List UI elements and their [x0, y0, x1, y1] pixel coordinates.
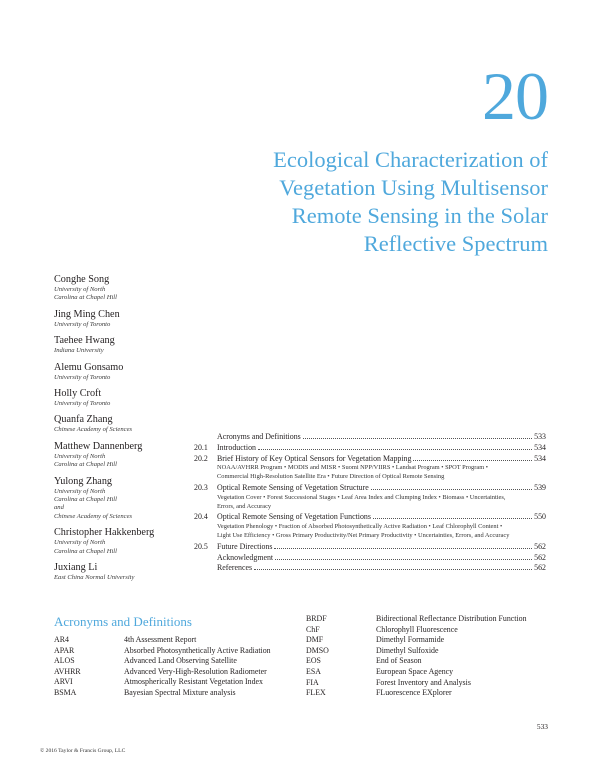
- toc-number: 20.5: [194, 541, 208, 551]
- toc-entry[interactable]: [194, 454, 546, 465]
- page-number: 533: [536, 722, 548, 731]
- author-list: [54, 274, 194, 589]
- author-name: Christopher Hakkenberg: [54, 527, 155, 539]
- toc-entry[interactable]: [194, 542, 546, 553]
- acronym-list-right: [306, 614, 527, 699]
- toc-title: Optical Remote Sensing of Vegetation Functions: [217, 512, 371, 522]
- affiliation-line: University of Toronto: [54, 320, 111, 328]
- acronym: ALOS: [54, 656, 75, 666]
- acronym-row: [306, 656, 527, 667]
- toc-title: References: [217, 563, 253, 573]
- toc-title: Introduction: [217, 442, 257, 452]
- author-affiliation: [54, 321, 194, 329]
- toc-page: 534: [534, 442, 546, 452]
- author: [54, 388, 194, 408]
- acronym-row: [306, 667, 527, 678]
- author-name: Alemu Gonsamo: [54, 361, 124, 373]
- author: [54, 441, 194, 470]
- author-affiliation: [54, 574, 194, 582]
- affiliation-line: University of North: [54, 487, 106, 495]
- author-affiliation: [54, 286, 194, 303]
- author: [54, 476, 194, 522]
- acronym-row: [306, 635, 527, 646]
- affiliation-line: Carolina at Chapel Hill: [54, 496, 117, 504]
- acronym-definition: European Space Agency: [376, 666, 454, 676]
- author-name: Conghe Song: [54, 274, 110, 285]
- affiliation-line: University of North: [54, 452, 106, 460]
- chapter-title-line: Remote Sensing in the Solar: [291, 203, 548, 228]
- author: [54, 309, 194, 329]
- author-affiliation: [54, 347, 194, 355]
- chapter-title-line: Ecological Characterization of: [273, 147, 548, 172]
- acronym-definition: FLuorescence EXplorer: [376, 688, 452, 698]
- author-affiliation: [54, 426, 194, 434]
- author-name: Quanfa Zhang: [54, 414, 113, 426]
- toc-page: 534: [534, 453, 546, 463]
- affiliation-line: Indiana University: [54, 347, 104, 355]
- acronym-definition: 4th Assessment Report: [124, 635, 197, 644]
- affiliation-line: Chinese Academy of Sciences: [54, 512, 133, 520]
- toc-number: 20.1: [194, 442, 208, 452]
- author-name: Juxiang Li: [54, 562, 98, 574]
- acronym: FLEX: [306, 688, 326, 698]
- acronym: APAR: [54, 645, 75, 655]
- acronym: DMSO: [306, 645, 329, 655]
- toc-subsections: Vegetation Cover • Forest Successional Stages • Leaf Area Index and Clumping Index • Biomass • Uncertainties, Errors, and Accuracy: [217, 493, 506, 510]
- chapter-title: [188, 146, 548, 258]
- acronym: ChF: [306, 624, 320, 634]
- toc-number: 20.2: [194, 453, 208, 463]
- author: [54, 362, 194, 382]
- acronym-row: [54, 688, 271, 699]
- acronym-list-left: [54, 635, 271, 699]
- acronym-row: [54, 677, 271, 688]
- author: [54, 274, 194, 303]
- table-of-contents: [194, 432, 546, 574]
- author-name: Holly Croft: [54, 388, 102, 400]
- toc-page: 562: [534, 541, 546, 551]
- toc-title: Brief History of Key Optical Sensors for Vegetation Mapping: [217, 453, 412, 463]
- author-affiliation: [54, 374, 194, 382]
- author: [54, 527, 194, 556]
- chapter-number: 20: [482, 58, 548, 134]
- toc-title: Acknowledgment: [217, 552, 274, 562]
- affiliation-line: Carolina at Chapel Hill: [54, 547, 117, 555]
- toc-entry[interactable]: [194, 443, 546, 454]
- acronym-definition: Chlorophyll Fluorescence: [376, 624, 458, 634]
- acronym-definition: Dimethyl Sulfoxide: [376, 645, 439, 655]
- acronym-row: [306, 625, 527, 636]
- copyright-notice: © 2016 Taylor & Francis Group, LLC: [40, 748, 126, 754]
- affiliation-line: University of Toronto: [54, 373, 111, 381]
- toc-entry[interactable]: [194, 553, 546, 564]
- toc-number: 20.3: [194, 482, 208, 492]
- acronym: AVHRR: [54, 666, 81, 676]
- chapter-title-line: Reflective Spectrum: [363, 231, 548, 256]
- toc-leader: [373, 518, 532, 519]
- acronym-row: [54, 656, 271, 667]
- affiliation-line: Chinese Academy of Sciences: [54, 426, 133, 434]
- toc-subsections: Vegetation Phenology • Fraction of Absorbed Photosynthetically Active Radiation • Leaf Chlorophyll Content • Light Use Efficiency • Gross Primary Productivity/Net Primary Productivity • Uncertainties, Errors, and Accuracy: [217, 523, 510, 539]
- acronym-definition: Bayesian Spectral Mixture analysis: [124, 687, 236, 697]
- author-affiliation: [54, 488, 194, 522]
- chapter-title-line: Vegetation Using Multisensor: [279, 175, 548, 200]
- toc-page: 562: [534, 563, 546, 573]
- toc-page: 539: [534, 482, 546, 492]
- author: [54, 562, 194, 582]
- affiliation-line: Carolina at Chapel Hill: [54, 461, 117, 469]
- acronyms-heading: Acronyms and Definitions: [54, 614, 192, 629]
- acronym: FIA: [306, 677, 319, 687]
- toc-entry[interactable]: [194, 563, 546, 574]
- acronym-definition: Absorbed Photosynthetically Active Radiation: [124, 645, 271, 655]
- toc-leader: [258, 449, 532, 450]
- acronym: AR4: [54, 635, 69, 644]
- author-name: Jing Ming Chen: [54, 308, 120, 320]
- affiliation-line: University of North: [54, 539, 106, 547]
- author-affiliation: [54, 539, 194, 556]
- author-name: Yulong Zhang: [54, 475, 113, 487]
- acronym: ESA: [306, 666, 321, 676]
- author-affiliation: [54, 400, 194, 408]
- acronym-definition: Forest Inventory and Analysis: [376, 677, 471, 687]
- author: [54, 414, 194, 434]
- toc-entry[interactable]: [194, 432, 546, 443]
- acronym-row: [306, 646, 527, 657]
- acronym-definition: Atmospherically Resistant Vegetation Index: [124, 677, 264, 687]
- acronym-definition: Advanced Land Observing Satellite: [124, 656, 237, 666]
- toc-title: Optical Remote Sensing of Vegetation Structure: [217, 482, 369, 492]
- acronym: ARVI: [54, 677, 73, 687]
- toc-title: Acronyms and Definitions: [217, 432, 301, 441]
- toc-page: 533: [534, 432, 546, 441]
- acronym-row: [306, 688, 527, 699]
- acronym-definition: Bidirectional Reflectance Distribution Function: [376, 614, 527, 623]
- affiliation-line: and: [54, 504, 64, 512]
- affiliation-line: East China Normal University: [54, 574, 135, 582]
- toc-leader: [371, 489, 532, 490]
- acronym: DMF: [306, 635, 324, 645]
- toc-leader: [274, 548, 532, 549]
- toc-entry[interactable]: [194, 483, 546, 494]
- affiliation-line: University of Toronto: [54, 400, 111, 408]
- toc-page: 550: [534, 512, 546, 522]
- acronym-row: [54, 646, 271, 657]
- toc-page: 562: [534, 552, 546, 562]
- author-affiliation: [54, 453, 194, 470]
- toc-title: Future Directions: [217, 541, 273, 551]
- toc-leader: [303, 438, 532, 439]
- acronym-definition: End of Season: [376, 656, 422, 666]
- toc-subsections: NOAA/AVHRR Program • MODIS and MISR • Suomi NPP/VIIRS • Landsat Program • SPOT Program • Commercial High-Resolution Satellite Era • Future Direction of Optical Remote Sensing: [217, 464, 489, 481]
- acronym-row: [54, 667, 271, 678]
- affiliation-line: Carolina at Chapel Hill: [54, 294, 117, 302]
- acronym-definition: Dimethyl Formamide: [376, 635, 445, 645]
- author-name: Taehee Hwang: [54, 335, 115, 347]
- toc-leader: [413, 460, 532, 461]
- acronym: EOS: [306, 656, 321, 666]
- author: [54, 335, 194, 355]
- acronym: BRDF: [306, 614, 327, 623]
- author-name: Matthew Dannenberg: [54, 440, 143, 452]
- acronym-row: [306, 678, 527, 689]
- acronym-row: [54, 635, 271, 646]
- toc-number: 20.4: [194, 512, 208, 522]
- affiliation-line: University of North: [54, 286, 106, 293]
- acronym: BSMA: [54, 687, 77, 697]
- toc-entry[interactable]: [194, 512, 546, 523]
- toc-leader: [275, 559, 532, 560]
- toc-leader: [254, 569, 532, 570]
- acronym-row: [306, 614, 527, 625]
- acronym-definition: Advanced Very-High-Resolution Radiometer: [124, 666, 267, 676]
